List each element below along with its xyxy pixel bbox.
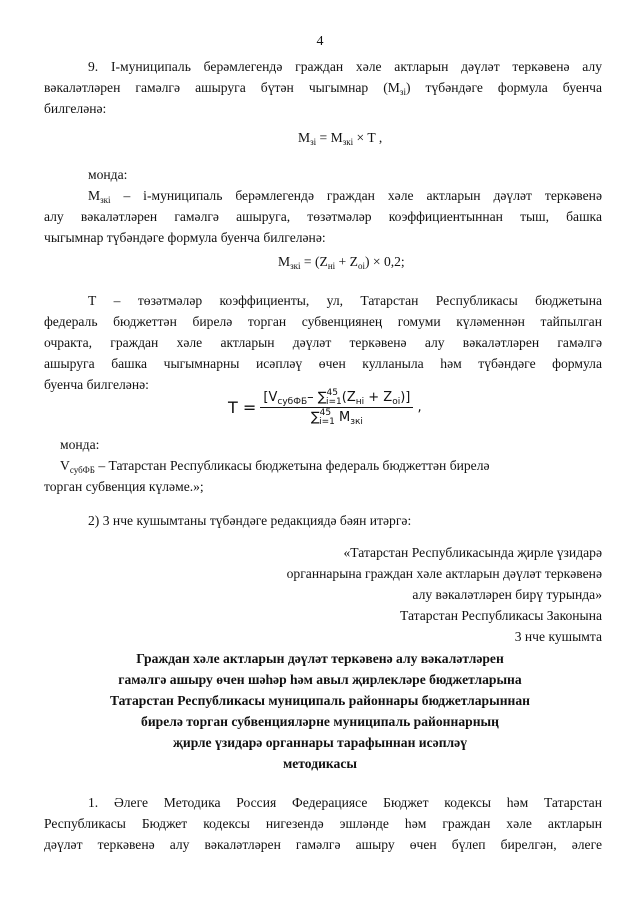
formula-fraction: [260, 390, 413, 425]
text-line: $V_{субФБ}$ – Татарстан Республикасы бюджетына федераль бюджеттән бирелә: [60, 458, 490, 475]
monda-label: монда:: [88, 167, 128, 182]
attachment-header: [202, 542, 602, 647]
text-line: билгеләнә:: [44, 101, 107, 116]
text-line: буенча билгеләнә:: [44, 377, 149, 392]
fraction-numerator: [$V_{субФБ}-$ $\sum^{45}_{i=1}(Z_{нi} + Z_{оi})$]: [260, 390, 413, 408]
text-line: алу вәкаләтләрен гамәлгә ашыруга, төзәтмәләр коэффициентыннан тыш, башка: [44, 209, 602, 224]
paragraph-1: [44, 792, 602, 855]
fraction-denominator: ∑$^{45}_{i=1}$ $М_{зкi}$: [310, 408, 363, 427]
text-line: очракта, граждан хәле актларын дәүләт теркәвенә алу вәкаләтләрен гамәлгә: [44, 335, 602, 350]
text-line: $М_{зкi}$ – i-муниципаль берәмлегендә граждан хәле актларын дәүләт теркәвенә: [88, 188, 602, 205]
title-line: Татарстан Республикасы муниципаль районнары бюджетларыннан: [109, 693, 531, 708]
formula-mzi: $М_{зi} = М_{зкi} \times T$ ,: [298, 130, 383, 147]
text-line: вәкаләтләрен гамәлгә ашыруга бүтән чыгымнар $(М_{зi})$ түбәндәге формула буенча: [44, 80, 602, 97]
text-line: 3 нче кушымта: [514, 629, 602, 644]
text-line: ашыруга башка чыгымнарны исәпләү өчен кулланыла һәм түбәндәге формула: [44, 356, 602, 371]
text-line: Т – төзәтмәләр коэффициенты, ул, Татарстан Республикасы бюджетына: [88, 293, 602, 308]
title-line: методикасы: [283, 756, 357, 771]
text-line: федераль бюджеттән бирелә торган субвенциянең гомуми күләменнән тайпылган: [44, 314, 602, 329]
text-line: алу вәкаләтләрен бирү турында»: [412, 587, 602, 602]
text-line: 1. Әлеге Методика Россия Федерациясе Бюджет кодексы һәм Татарстан: [88, 795, 602, 810]
paragraph-9: [44, 56, 602, 119]
title-line: гамәлгә ашыру өчен шәһәр һәм авыл җирлекләре бюджетларына: [118, 672, 522, 687]
mzki-definition: [44, 185, 602, 248]
text-line: «Татарстан Республикасында җирле үзидарә: [343, 545, 602, 560]
text-line: чыгымнар түбәндәге формула буенча билгеләнә:: [44, 230, 326, 245]
v-definition: [44, 455, 602, 497]
title-line: Граждан хәле актларын дәүләт теркәвенә алу вәкаләтләрен: [136, 651, 504, 666]
page-number: 4: [316, 34, 324, 49]
formula-t: Т = $\frac{[V_{субФБ}- \sum^{45}_{i=1}(Z_{нi} + Z_{оi})]}{\sum^{45}_{i=1} М_{зкi}}$ ,: [228, 388, 422, 427]
title-line: бирелә торган субвенцияләрне муниципаль районнарның: [141, 714, 499, 729]
text-line: Республикасы Бюджет кодексы нигезендә эшләнде һәм граждан хәле актларын: [44, 816, 602, 831]
text-line: 9. I-муниципаль берәмлегендә граждан хәле актларын дәүләт теркәвенә алу: [88, 59, 602, 74]
formula-mzki: $М_{зкi} = (Z_{нi} + Z_{оi}) \times 0,2$;: [278, 254, 405, 271]
title-line: җирле үзидарә органнары тарафыннан исәпләү: [173, 735, 467, 750]
item-2: 2) 3 нче кушымтаны түбәндәге редакциядә бәян итәргә:: [88, 513, 412, 528]
monda-label-2: монда:: [60, 437, 100, 452]
text-line: Татарстан Республикасы Законына: [399, 608, 602, 623]
methodology-title: [60, 648, 580, 774]
text-line: органнарына граждан хәле актларын дәүләт теркәвенә: [286, 566, 602, 581]
text-line: торган субвенция күләме.»;: [44, 479, 204, 494]
text-line: дәүләт теркәвенә алу вәкаләтләрен гамәлгә ашыру өчен бүлеп бирелгән, әлеге: [44, 837, 602, 852]
t-definition: [44, 290, 602, 395]
